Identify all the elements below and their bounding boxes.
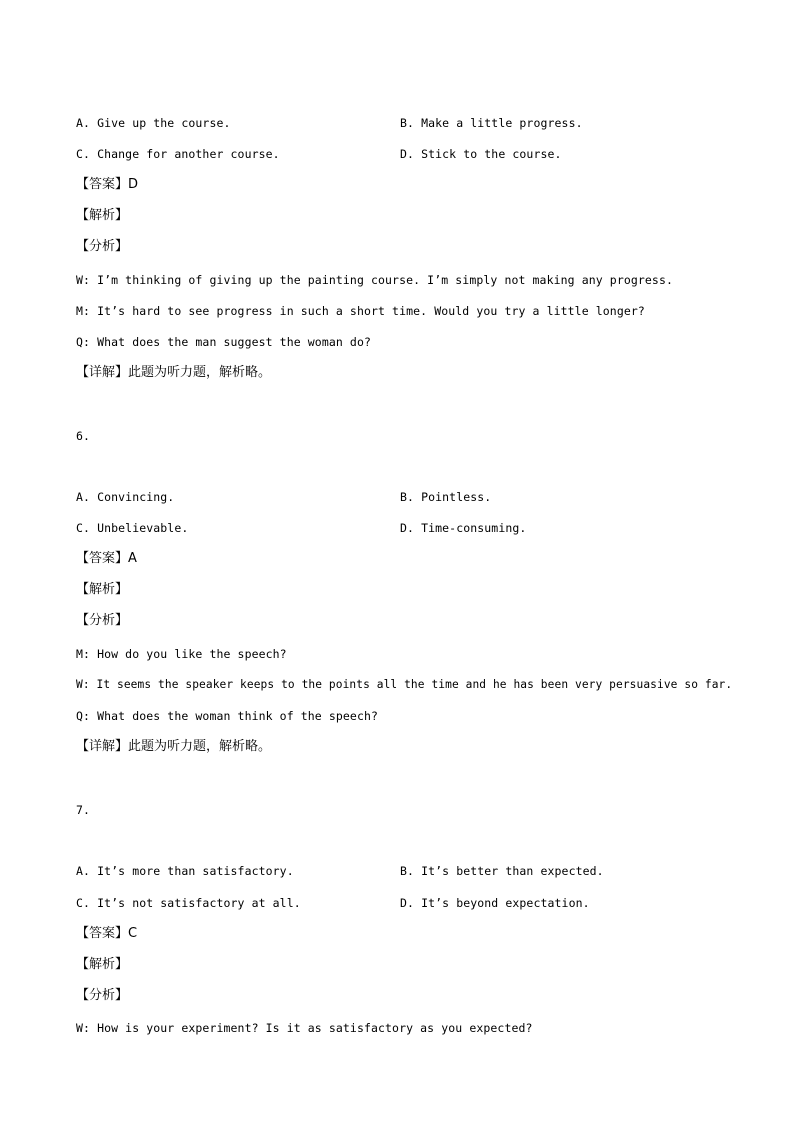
q7-number: 7. — [76, 803, 91, 817]
q5-options-row-2 — [0, 147, 794, 163]
q5-breakdown-heading: 【分析】 — [76, 239, 129, 254]
q5-dialogue-line: M: It’s hard to see progress in such a short time. Would you try a little longer? — [76, 304, 645, 318]
q7-options-row-1 — [0, 864, 794, 880]
q5-option-c: C. Change for another course. — [76, 147, 280, 161]
q6-options-row-1 — [0, 490, 794, 506]
q5-option-b: B. Make a little progress. — [400, 116, 583, 130]
q6-analysis-heading: 【解析】 — [76, 582, 129, 597]
q6-option-c: C. Unbelievable. — [76, 521, 189, 535]
q7-answer: 【答案】C — [76, 926, 138, 941]
q7-options-row-2 — [0, 896, 794, 912]
q5-analysis-heading: 【解析】 — [76, 208, 129, 223]
q6-option-d: D. Time-consuming. — [400, 521, 527, 535]
q5-detail: 【详解】此题为听力题，解析略。 — [76, 365, 272, 380]
q5-answer: 【答案】D — [76, 177, 139, 192]
q7-option-a: A. It’s more than satisfactory. — [76, 864, 294, 878]
q5-option-d: D. Stick to the course. — [400, 147, 562, 161]
q7-option-b: B. It’s better than expected. — [400, 864, 604, 878]
q6-option-a: A. Convincing. — [76, 490, 175, 504]
q7-dialogue-line: W: How is your experiment? Is it as satisfactory as you expected? — [76, 1021, 533, 1035]
q7-option-d: D. It’s beyond expectation. — [400, 896, 590, 910]
q6-number: 6. — [76, 429, 91, 443]
q6-answer: 【答案】A — [76, 551, 137, 566]
q7-breakdown-heading: 【分析】 — [76, 988, 129, 1003]
q5-option-a: A. Give up the course. — [76, 116, 231, 130]
q6-dialogue-line: M: How do you like the speech? — [76, 647, 287, 661]
q6-dialogue-line: W: It seems the speaker keeps to the points all the time and he has been very persuasive so far. — [76, 678, 733, 691]
q6-detail: 【详解】此题为听力题，解析略。 — [76, 739, 272, 754]
q7-analysis-heading: 【解析】 — [76, 957, 129, 972]
q7-option-c: C. It’s not satisfactory at all. — [76, 896, 301, 910]
q5-options-row-1 — [0, 116, 794, 132]
q5-question-line: Q: What does the man suggest the woman do? — [76, 335, 371, 349]
q6-breakdown-heading: 【分析】 — [76, 613, 129, 628]
q5-dialogue-line: W: I’m thinking of giving up the painting course. I’m simply not making any progress. — [76, 273, 674, 287]
q6-option-b: B. Pointless. — [400, 490, 492, 504]
q6-question-line: Q: What does the woman think of the speech? — [76, 709, 379, 723]
q6-options-row-2 — [0, 521, 794, 537]
